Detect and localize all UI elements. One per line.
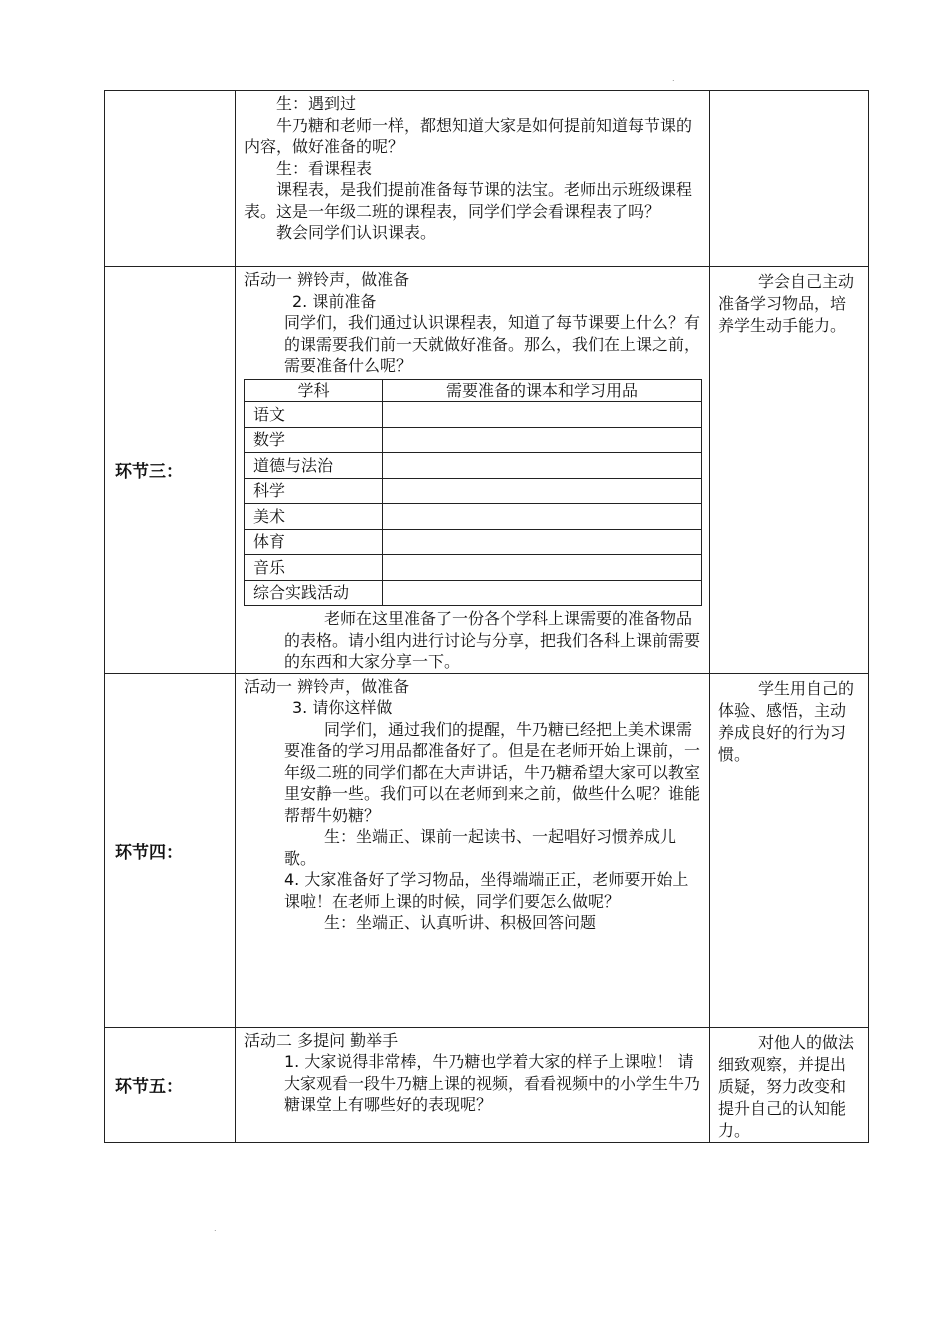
content-cell <box>236 91 710 267</box>
subject-cell: 美术 <box>245 504 383 530</box>
text-line: 牛乃糖和老师一样，都想知道大家是如何提前知道每节课的内容，做好准备的呢？ <box>244 115 693 156</box>
text-line: 教会同学们认识课表。 <box>276 223 437 242</box>
column-header: 需要准备的课本和学习用品 <box>383 379 702 402</box>
prep-cell[interactable] <box>383 402 702 428</box>
subject-cell: 数学 <box>245 427 383 453</box>
prep-cell[interactable] <box>383 580 702 606</box>
stage-label: 环节五： <box>115 1077 183 1097</box>
content-cell <box>236 1027 710 1142</box>
table-row <box>105 267 869 674</box>
subject-cell: 道德与法治 <box>245 453 383 479</box>
subject-cell: 音乐 <box>245 555 383 581</box>
content-cell <box>236 267 710 674</box>
subject-cell: 综合实践活动 <box>245 580 383 606</box>
subject-cell: 体育 <box>245 529 383 555</box>
text-line: 生：坐端正、课前一起读书、一起唱好习惯养成儿歌。 <box>284 827 677 868</box>
table-row <box>105 673 869 1027</box>
prep-cell[interactable] <box>383 529 702 555</box>
text-line: 生：看课程表 <box>276 158 373 178</box>
note-text: 对他人的做法细致观察，并提出质疑，努力改变和提升自己的认知能力。 <box>718 1032 855 1140</box>
stage-label-cell <box>105 673 236 1027</box>
step-title: 2. 课前准备 <box>292 291 377 311</box>
text-line: 生：遇到过 <box>276 94 357 113</box>
prep-cell[interactable] <box>383 555 702 581</box>
prep-cell[interactable] <box>383 427 702 453</box>
table-row <box>105 91 869 267</box>
note-cell <box>710 91 869 267</box>
text-line: 老师在这里准备了一份各个学科上课需要的准备物品的表格。请小组内进行讨论与分享，把我们各科上课前需要的东西和大家分享一下。 <box>284 609 701 671</box>
text-line: 课程表，是我们提前准备每节课的法宝。老师出示班级课程表。这是一年级二班的课程表，同学们学会看课程表了吗？ <box>244 180 693 221</box>
stage-label-cell <box>105 1027 236 1142</box>
text-line: 同学们，我们通过认识课程表，知道了每节课要上什么？有的课需要我们前一天就做好准备。那么，我们在上课之前，需要准备什么呢？ <box>284 313 701 375</box>
activity-title: 活动一 辨铃声，做准备 <box>244 676 410 696</box>
subject-cell: 科学 <box>245 478 383 504</box>
content-cell <box>236 673 710 1027</box>
note-cell <box>710 1027 869 1142</box>
text-line: 同学们，通过我们的提醒，牛乃糖已经把上美术课需要准备的学习用品都准备好了。但是在老师开始上课前，一年级二班的同学们都在大声讲话，牛乃糖希望大家可以教室里安静一些。我们可以在老师到来之前，做些什么呢？谁能帮帮牛奶糖？ <box>284 719 701 825</box>
step-title: 3. 请你这样做 <box>292 698 393 717</box>
stage-label-cell <box>105 267 236 674</box>
prep-cell[interactable] <box>383 453 702 479</box>
note-text: 学生用自己的体验、感悟，主动养成良好的行为习惯。 <box>718 678 855 764</box>
lesson-plan-table <box>104 90 869 1143</box>
activity-title: 活动二 多提问 勤举手 <box>244 1030 399 1050</box>
text-line: 4. 大家准备好了学习物品，坐得端端正正，老师要开始上课啦！在老师上课的时候，同学们要怎么做呢？ <box>284 870 689 911</box>
stage-label-cell <box>105 91 236 267</box>
stage-label: 环节四： <box>115 842 183 863</box>
prep-cell[interactable] <box>383 478 702 504</box>
text-line: 生：坐端正、认真听讲、积极回答问题 <box>324 913 597 932</box>
note-cell <box>710 267 869 674</box>
column-header: 学科 <box>245 379 383 402</box>
activity-title: 活动一 辨铃声，做准备 <box>244 270 410 289</box>
table-row <box>105 1027 869 1142</box>
note-text: 学会自己主动准备学习物品，培养学生动手能力。 <box>718 272 855 335</box>
subject-prep-table <box>244 379 702 607</box>
stage-label: 环节三： <box>115 462 183 483</box>
note-cell <box>710 673 869 1027</box>
text-line: 1. 大家说得非常棒，牛乃糖也学着大家的样子上课啦！ 请大家观看一段牛乃糖上课的视频，看看视频中的小学生牛乃糖课堂上有哪些好的表现呢？ <box>284 1052 701 1114</box>
prep-cell[interactable] <box>383 504 702 530</box>
subject-cell: 语文 <box>245 402 383 428</box>
